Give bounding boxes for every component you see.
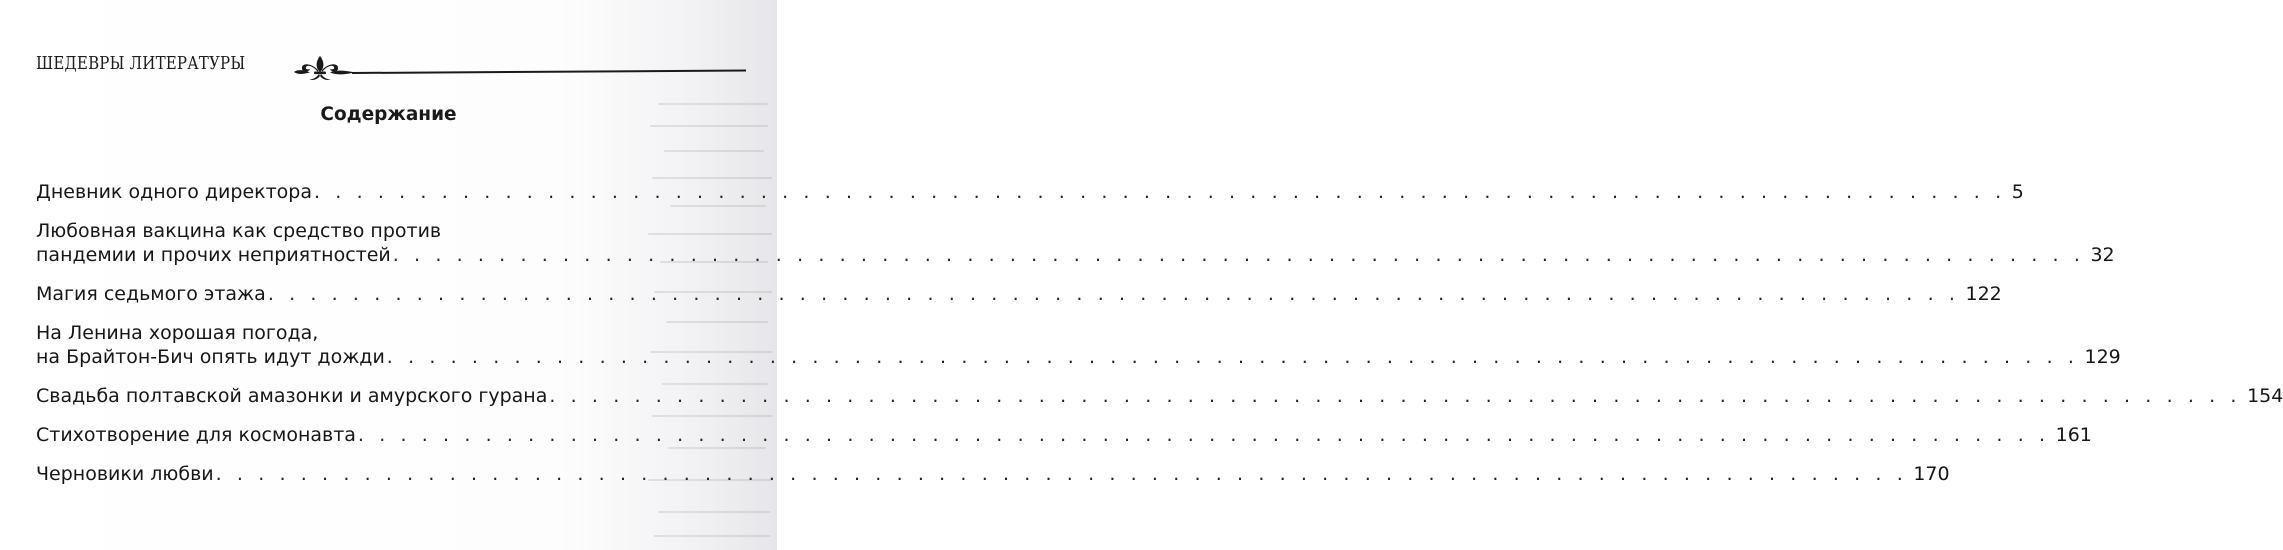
table-of-contents [36,180,2283,501]
toc-page-number: 129 [2084,346,2121,368]
dot-leader: . . . . . . . . . . . . . . . . . . . . . . . . . . . . . . . . . . . . . . . . . . . . . . . . . . . . . . . . . . . . . . . . . . . . . . . . . . . . . . . . [357,424,2050,446]
toc-entry-line [36,345,2121,369]
toc-entry-title: Дневник одного директора [36,181,313,203]
toc-entry-title: На Ленина хорошая погода, [36,322,319,344]
toc-entry [36,423,2092,447]
toc-entry-title: на Брайтон-Бич опять идут дожди [36,346,385,368]
toc-entry-line [36,219,738,243]
fleur-de-lis-icon [290,50,750,90]
toc-entry-line [36,462,1950,486]
dot-leader: . . . . . . . . . . . . . . . . . . . . . . . . . . . . . . . . . . . . . . . . . . . . . . . . . . . . . . . . . . . . . . . . . . . . . . . . . . . . . . . . [386,346,2079,368]
toc-entry [36,462,1950,486]
toc-page-number: 154 [2247,385,2283,407]
toc-entry-line [36,282,2002,306]
toc-entry-title: Любовная вакцина как средство против [36,220,442,242]
toc-entry [36,321,2121,369]
toc-entry [36,180,2024,204]
toc-entry-line [36,180,2024,204]
toc-entry-title: Черновики любви [36,463,214,485]
toc-page-number: 161 [2055,424,2092,446]
contents-heading: Содержание [320,104,457,125]
toc-page-number: 5 [2011,181,2024,203]
toc-entry [36,384,2283,408]
toc-entry-title: пандемии и прочих неприятностей [36,244,391,266]
toc-entry-line [36,321,738,345]
toc-entry-line [36,384,2283,408]
dot-leader: . . . . . . . . . . . . . . . . . . . . . . . . . . . . . . . . . . . . . . . . . . . . . . . . . . . . . . . . . . . . . . . . . . . . . . . . . . . . . . . . [215,463,1908,485]
toc-entry-title: Стихотворение для космонавта [36,424,356,446]
toc-entry [36,219,2115,267]
toc-entry-line [36,243,2115,267]
series-title: ШЕДЕВРЫ ЛИТЕРАТУРЫ [36,54,246,74]
toc-entry-title: Свадьба полтавской амазонки и амурского гурана [36,385,548,407]
toc-page-number: 122 [1965,283,2002,305]
toc-entry [36,282,2002,306]
toc-entry-line [36,423,2092,447]
dot-leader: . . . . . . . . . . . . . . . . . . . . . . . . . . . . . . . . . . . . . . . . . . . . . . . . . . . . . . . . . . . . . . . . . . . . . . . . . . . . . . . . [314,181,2006,203]
dot-leader: . . . . . . . . . . . . . . . . . . . . . . . . . . . . . . . . . . . . . . . . . . . . . . . . . . . . . . . . . . . . . . . . . . . . . . . . . . . . . . . . [267,283,1960,305]
toc-page-number: 32 [2090,244,2115,266]
dot-leader: . . . . . . . . . . . . . . . . . . . . . . . . . . . . . . . . . . . . . . . . . . . . . . . . . . . . . . . . . . . . . . . . . . . . . . . . . . . . . . . . [549,385,2242,407]
toc-page-number: 170 [1913,463,1950,485]
toc-entry-title: Магия седьмого этажа [36,283,266,305]
dot-leader: . . . . . . . . . . . . . . . . . . . . . . . . . . . . . . . . . . . . . . . . . . . . . . . . . . . . . . . . . . . . . . . . . . . . . . . . . . . . . . . . [392,244,2085,266]
